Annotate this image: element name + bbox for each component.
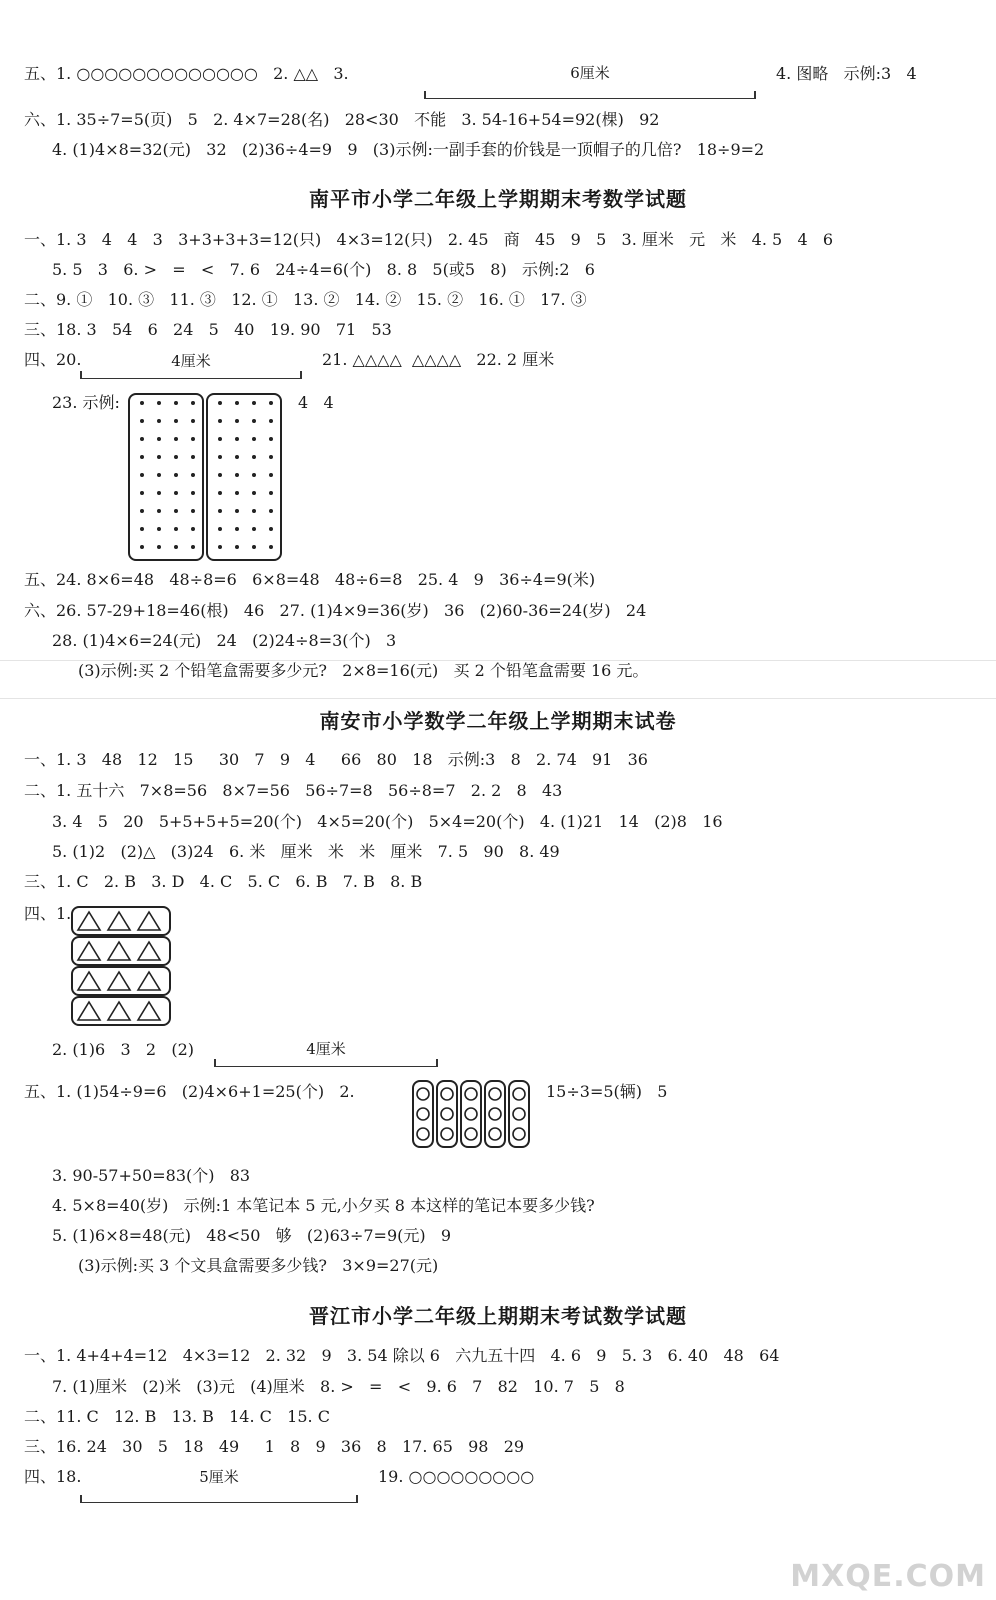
answer-line: 5. (1)6×8=48(元) 48<50 够 (2)63÷7=9(元) 9 [52, 1226, 452, 1245]
dot-grid-left [130, 395, 202, 559]
counter-column [436, 1080, 458, 1148]
counter-column [484, 1080, 506, 1148]
answer-line: 28. (1)4×6=24(元) 24 (2)24÷8=3(个) 3 [52, 631, 397, 650]
answer-line: 2. (1)6 3 2 (2) [52, 1040, 194, 1059]
segment-label: 4厘米 [306, 1040, 346, 1058]
counter-column [412, 1080, 434, 1148]
segment-4cm [214, 1040, 438, 1067]
answer-line: 一、1. 3 48 12 15 30 7 9 4 66 80 18 示例:3 8 2. 74 91 36 [24, 750, 648, 769]
answer-line: 五、1. (1)54÷9=6 (2)4×6+1=25(个) 2. [24, 1082, 355, 1101]
segment-4cm [80, 352, 302, 379]
counter-column [460, 1080, 482, 1148]
answer-line: 15÷3=5(辆) 5 [546, 1082, 668, 1101]
section-title: 晋江市小学二年级上期期末考试数学试题 [309, 1304, 687, 1328]
circle-icons [414, 1082, 432, 1146]
answer-line: 六、26. 57-29+18=46(根) 46 27. (1)4×9=36(岁) 36 (2)60-36=24(岁) 24 [24, 601, 647, 620]
answer-line: 19. ○○○○○○○○○ [378, 1467, 535, 1486]
dot-grid-box [206, 393, 282, 561]
answer-line: 六、1. 35÷7=5(页) 5 2. 4×7=28(名) 28<30 不能 3. 54-16+54=92(棵) 92 [24, 110, 660, 129]
answer-line: 5. (1)2 (2)△ (3)24 6. 米 厘米 米 米 厘米 7. 5 90 8. 49 [52, 842, 560, 861]
answer-line: 五、24. 8×6=48 48÷8=6 6×8=48 48÷6=8 25. 4 9 36÷4=9(米) [24, 570, 596, 589]
answer-line: 7. (1)厘米 (2)米 (3)元 (4)厘米 8. > = < 9. 6 7 82 10. 7 5 8 [52, 1377, 625, 1396]
answer-line: 四、20. [24, 350, 82, 369]
section-title: 南安市小学数学二年级上学期期末试卷 [319, 709, 677, 733]
answer-line: 4 4 [298, 393, 334, 412]
triangle-icons [73, 938, 169, 964]
triangle-group [71, 996, 171, 1026]
answer-line: 3. 90-57+50=83(个) 83 [52, 1166, 251, 1185]
circle-icons [462, 1082, 480, 1146]
answer-line: 一、1. 4+4+4=12 4×3=12 2. 32 9 3. 54 除以 6 六九五十四 4. 6 9 5. 3 6. 40 48 64 [24, 1346, 780, 1365]
answer-line: 三、16. 24 30 5 18 49 1 8 9 36 8 17. 65 98 29 [24, 1437, 525, 1456]
counter-column [508, 1080, 530, 1148]
answer-line: 二、11. C 12. B 13. B 14. C 15. C [24, 1407, 330, 1426]
answer-line: 五、1. ○○○○○○○○○○○○○ 2. △△ 3. [24, 64, 349, 83]
circle-icons [486, 1082, 504, 1146]
triangle-group [71, 936, 171, 966]
answer-line: 一、1. 3 4 4 3 3+3+3+3=12(只) 4×3=12(只) 2. 45 商 45 9 5 3. 厘米 元 米 4. 5 4 6 [24, 230, 834, 249]
answer-line: 4. 5×8=40(岁) 示例:1 本笔记本 5 元,小夕买 8 本这样的笔记本要多少钱? [52, 1196, 595, 1215]
segment-label: 5厘米 [199, 1468, 239, 1486]
answer-line: 4. 图略 示例:3 4 [776, 64, 917, 83]
segment-label: 4厘米 [171, 352, 211, 370]
answer-line: (3)示例:买 2 个铅笔盒需要多少元? 2×8=16(元) 买 2 个铅笔盒需要 16 元。 [78, 661, 649, 680]
answer-line: 四、1. [24, 904, 72, 923]
triangle-group [71, 906, 171, 936]
segment-label: 6厘米 [570, 64, 610, 82]
answer-line: 3. 4 5 20 5+5+5+5=20(个) 4×5=20(个) 5×4=20(个) 4. (1)21 14 (2)8 16 [52, 812, 723, 831]
answer-line: 23. 示例: [52, 393, 120, 412]
watermark-logo: MXQE.COM [790, 1559, 986, 1594]
answer-line: 二、9. ① 10. ③ 11. ③ 12. ① 13. ② 14. ② 15. ② 16. ① 17. ③ [24, 290, 587, 309]
answer-line: 三、1. C 2. B 3. D 4. C 5. C 6. B 7. B 8. B [24, 872, 423, 891]
circle-icons [438, 1082, 456, 1146]
dot-grid-box [128, 393, 204, 561]
answer-line: 5. 5 3 6. > = < 7. 6 24÷4=6(个) 8. 8 5(或5 8) 示例:2 6 [52, 260, 595, 279]
answer-line: 二、1. 五十六 7×8=56 8×7=56 56÷7=8 56÷8=7 2. 2 8 43 [24, 781, 563, 800]
triangle-group [71, 966, 171, 996]
circle-icons [510, 1082, 528, 1146]
answer-line: 三、18. 3 54 6 24 5 40 19. 90 71 53 [24, 320, 392, 339]
answer-line: 21. △△△△ △△△△ 22. 2 厘米 [322, 350, 555, 369]
triangle-icons [73, 908, 169, 934]
answer-line: 4. (1)4×8=32(元) 32 (2)36÷4=9 9 (3)示例:一副手套的价钱是一顶帽子的几倍? 18÷9=2 [52, 140, 765, 159]
segment-6cm [424, 64, 756, 99]
triangle-icons [73, 968, 169, 994]
answer-line: 四、18. [24, 1467, 82, 1486]
answer-line: (3)示例:买 3 个文具盒需要多少钱? 3×9=27(元) [78, 1256, 439, 1275]
dot-grid-right [208, 395, 280, 559]
segment-5cm [80, 1468, 358, 1503]
section-title: 南平市小学二年级上学期期末考数学试题 [309, 187, 687, 211]
page-fold-line [0, 698, 996, 699]
triangle-icons [73, 998, 169, 1024]
